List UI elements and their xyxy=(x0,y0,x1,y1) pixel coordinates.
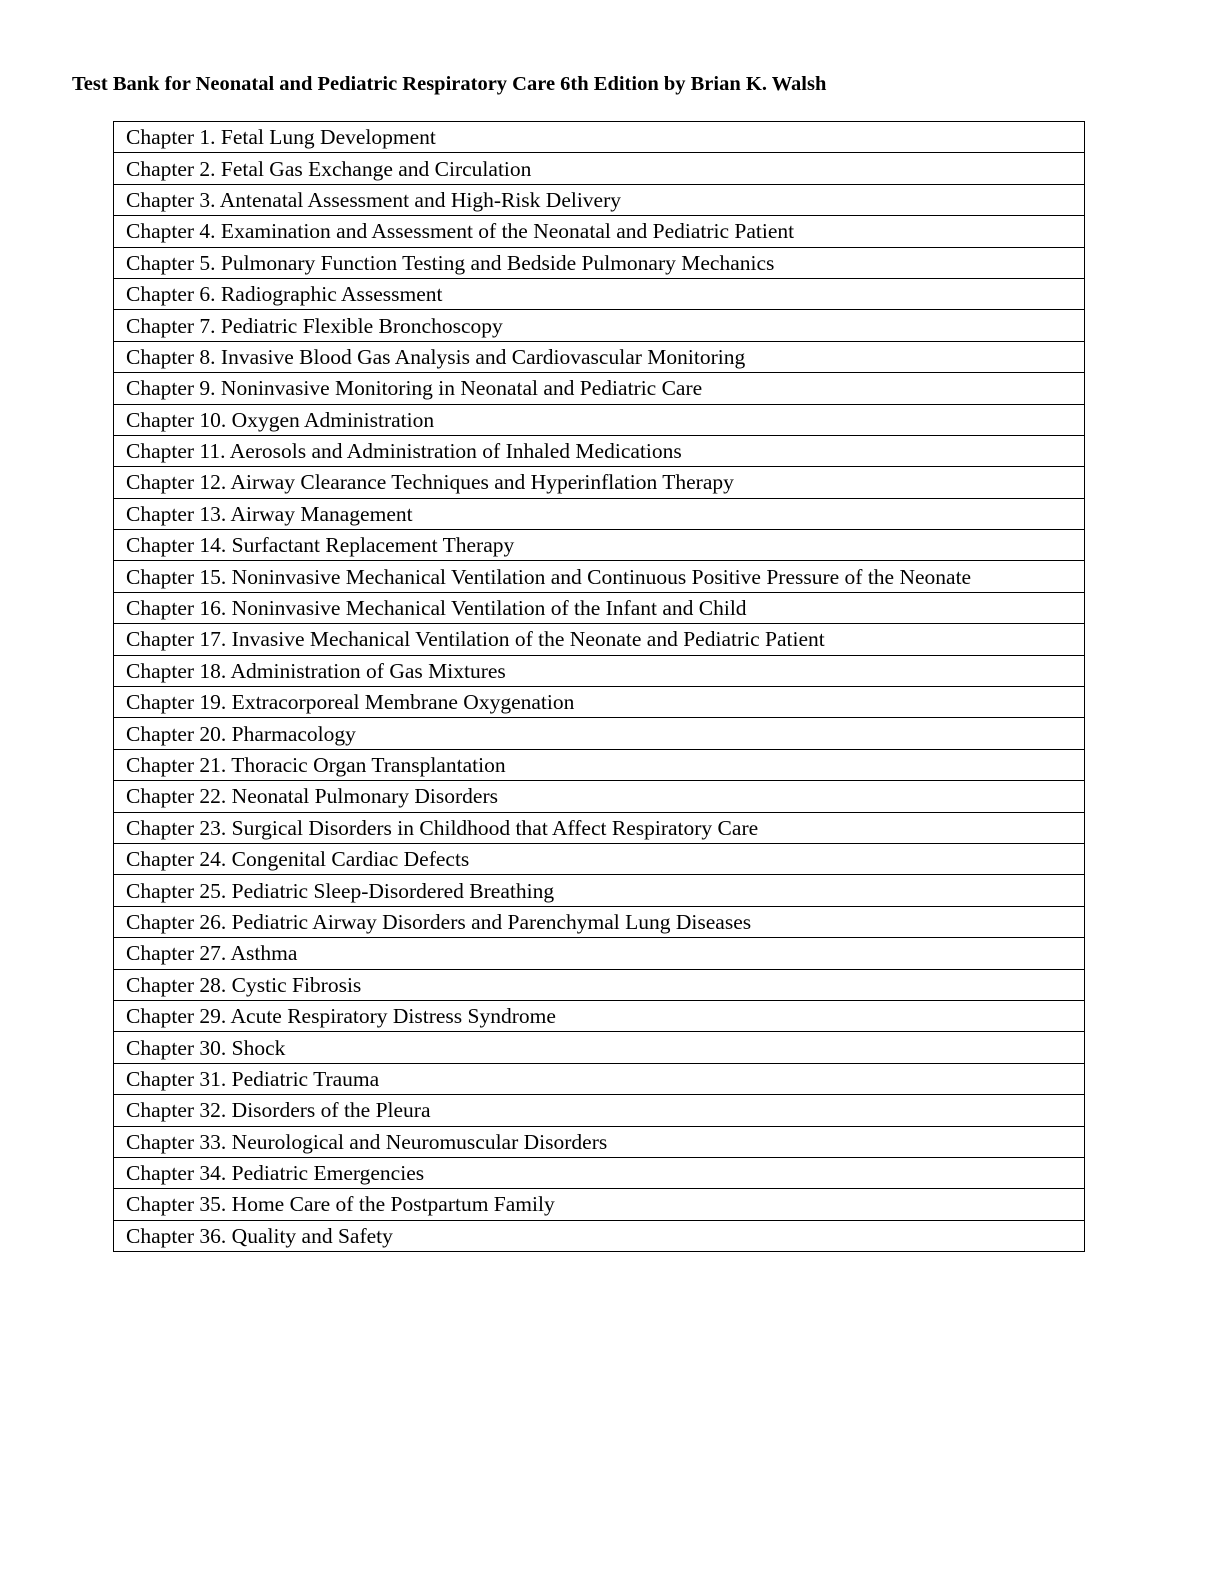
chapter-cell: Chapter 13. Airway Management xyxy=(114,498,1085,529)
table-row xyxy=(114,812,1085,843)
chapter-cell: Chapter 24. Congenital Cardiac Defects xyxy=(114,843,1085,874)
chapter-cell: Chapter 33. Neurological and Neuromuscular Disorders xyxy=(114,1126,1085,1157)
chapter-cell: Chapter 1. Fetal Lung Development xyxy=(114,122,1085,153)
table-row xyxy=(114,938,1085,969)
table-row xyxy=(114,530,1085,561)
chapter-cell: Chapter 3. Antenatal Assessment and High-Risk Delivery xyxy=(114,184,1085,215)
chapter-cell: Chapter 2. Fetal Gas Exchange and Circulation xyxy=(114,153,1085,184)
table-row xyxy=(114,906,1085,937)
chapter-table xyxy=(113,121,1085,1252)
chapter-cell: Chapter 18. Administration of Gas Mixtures xyxy=(114,655,1085,686)
table-row xyxy=(114,310,1085,341)
chapter-cell: Chapter 25. Pediatric Sleep-Disordered Breathing xyxy=(114,875,1085,906)
chapter-cell: Chapter 30. Shock xyxy=(114,1032,1085,1063)
table-row xyxy=(114,561,1085,592)
document-title: Test Bank for Neonatal and Pediatric Respiratory Care 6th Edition by Brian K. Walsh xyxy=(72,73,827,95)
table-row xyxy=(114,247,1085,278)
table-row xyxy=(114,843,1085,874)
chapter-cell: Chapter 28. Cystic Fibrosis xyxy=(114,969,1085,1000)
chapter-cell: Chapter 5. Pulmonary Function Testing and Bedside Pulmonary Mechanics xyxy=(114,247,1085,278)
table-row xyxy=(114,781,1085,812)
chapter-cell: Chapter 10. Oxygen Administration xyxy=(114,404,1085,435)
table-row xyxy=(114,1220,1085,1251)
chapter-cell: Chapter 9. Noninvasive Monitoring in Neonatal and Pediatric Care xyxy=(114,373,1085,404)
chapter-cell: Chapter 27. Asthma xyxy=(114,938,1085,969)
table-row xyxy=(114,624,1085,655)
chapter-cell: Chapter 11. Aerosols and Administration of Inhaled Medications xyxy=(114,435,1085,466)
table-row xyxy=(114,687,1085,718)
chapter-cell: Chapter 15. Noninvasive Mechanical Ventilation and Continuous Positive Pressure of the Neonate xyxy=(114,561,1085,592)
table-row xyxy=(114,216,1085,247)
table-row xyxy=(114,373,1085,404)
table-row xyxy=(114,1189,1085,1220)
table-row xyxy=(114,278,1085,309)
chapter-cell: Chapter 36. Quality and Safety xyxy=(114,1220,1085,1251)
chapter-cell: Chapter 8. Invasive Blood Gas Analysis and Cardiovascular Monitoring xyxy=(114,341,1085,372)
table-row xyxy=(114,467,1085,498)
chapter-cell: Chapter 20. Pharmacology xyxy=(114,718,1085,749)
table-row xyxy=(114,875,1085,906)
chapter-cell: Chapter 35. Home Care of the Postpartum Family xyxy=(114,1189,1085,1220)
table-row xyxy=(114,1063,1085,1094)
table-row xyxy=(114,184,1085,215)
chapter-cell: Chapter 32. Disorders of the Pleura xyxy=(114,1095,1085,1126)
table-row xyxy=(114,592,1085,623)
table-row xyxy=(114,1095,1085,1126)
chapter-cell: Chapter 19. Extracorporeal Membrane Oxygenation xyxy=(114,687,1085,718)
chapter-cell: Chapter 23. Surgical Disorders in Childhood that Affect Respiratory Care xyxy=(114,812,1085,843)
table-row xyxy=(114,122,1085,153)
table-row xyxy=(114,498,1085,529)
table-row xyxy=(114,1032,1085,1063)
chapter-cell: Chapter 7. Pediatric Flexible Bronchoscopy xyxy=(114,310,1085,341)
chapter-cell: Chapter 14. Surfactant Replacement Therapy xyxy=(114,530,1085,561)
table-row xyxy=(114,1000,1085,1031)
chapter-cell: Chapter 4. Examination and Assessment of the Neonatal and Pediatric Patient xyxy=(114,216,1085,247)
table-row xyxy=(114,1157,1085,1188)
chapter-cell: Chapter 17. Invasive Mechanical Ventilation of the Neonate and Pediatric Patient xyxy=(114,624,1085,655)
chapter-cell: Chapter 21. Thoracic Organ Transplantation xyxy=(114,749,1085,780)
table-row xyxy=(114,718,1085,749)
table-row xyxy=(114,404,1085,435)
table-row xyxy=(114,969,1085,1000)
table-row xyxy=(114,435,1085,466)
chapter-cell: Chapter 6. Radiographic Assessment xyxy=(114,278,1085,309)
chapter-cell: Chapter 26. Pediatric Airway Disorders and Parenchymal Lung Diseases xyxy=(114,906,1085,937)
table-row xyxy=(114,1126,1085,1157)
table-row xyxy=(114,153,1085,184)
chapter-cell: Chapter 29. Acute Respiratory Distress Syndrome xyxy=(114,1000,1085,1031)
chapter-cell: Chapter 12. Airway Clearance Techniques and Hyperinflation Therapy xyxy=(114,467,1085,498)
table-row xyxy=(114,655,1085,686)
chapter-cell: Chapter 22. Neonatal Pulmonary Disorders xyxy=(114,781,1085,812)
chapter-cell: Chapter 31. Pediatric Trauma xyxy=(114,1063,1085,1094)
table-row xyxy=(114,341,1085,372)
chapter-cell: Chapter 16. Noninvasive Mechanical Ventilation of the Infant and Child xyxy=(114,592,1085,623)
table-row xyxy=(114,749,1085,780)
chapter-cell: Chapter 34. Pediatric Emergencies xyxy=(114,1157,1085,1188)
